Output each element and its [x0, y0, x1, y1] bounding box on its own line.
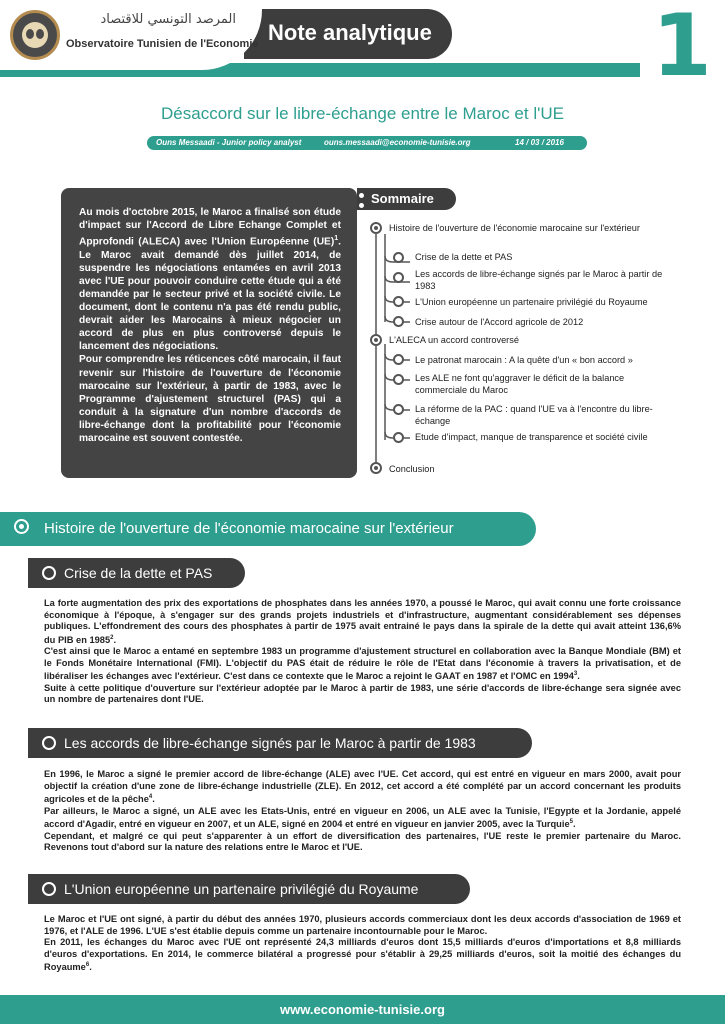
sommaire-item[interactable]: Crise autour de l'Accord agricole de 2012: [415, 317, 584, 327]
org-name-arabic: المرصد التونسي للاقتصاد: [100, 12, 236, 27]
publish-date: 14 / 03 / 2016: [515, 138, 564, 147]
section-bullet-icon: [14, 519, 29, 534]
owl-logo-icon: [10, 10, 60, 60]
author-email[interactable]: ouns.messaadi@economie-tunisie.org: [324, 138, 471, 147]
sommaire-item-bullet-icon: [393, 296, 404, 307]
sommaire-part2[interactable]: L'ALECA un accord controversé: [389, 335, 519, 345]
subsection-title: Crise de la dette et PAS: [64, 565, 213, 581]
sommaire-item-bullet-icon: [393, 374, 404, 385]
intro-box: [61, 188, 357, 478]
intro-paragraph-1: Au mois d'octobre 2015, le Maroc a finalisé son étude d'impact sur l'Accord de Libre Echange Complet et Approfondi (ALECA) avec l'Union Européenne (UE)$^1$. Le Maroc avait demandé dès juillet 2014, de suspendre les négociations entamées en avril 2013 avec l'UE pour pouvoir conduire cette étude qui a été demandée par le secteur privé et la société civile. Le document, dont le contenu n'a pas été rendu public, devrait aider les Marocains à mieux négocier un accord de plus en plus controversé depuis le lancement des négociations.: [79, 207, 341, 353]
sommaire-part1-bullet-icon: [370, 222, 382, 234]
intro-paragraph-2: Pour comprendre les réticences côté marocain, il faut revenir sur l'histoire de l'ouverture de l'économie marocaine sur l'extérieur, à partir de 1983, avec le Programme d'ajustement structurel (PAS) qui a conduit à la signature d'un nombre d'accords de libre-échange dont la profitabilité pour l'économie marocaine est souvent contestée.: [79, 354, 341, 444]
subsection-title: L'Union européenne un partenaire privilégié du Royaume: [64, 881, 419, 897]
sommaire-item-bullet-icon: [393, 272, 404, 283]
logo-area: [0, 0, 262, 70]
sommaire-item[interactable]: Les accords de libre-échange signés par le Maroc à partir de 1983: [415, 269, 663, 291]
sommaire-item-bullet-icon: [393, 252, 404, 263]
footer-url-link[interactable]: www.economie-tunisie.org: [280, 1002, 445, 1017]
subsection-circle-icon: [42, 566, 56, 580]
sommaire-conclusion[interactable]: Conclusion: [389, 464, 435, 474]
sommaire-item[interactable]: Les ALE ne font qu'aggraver le déficit de la balance commerciale du Maroc: [415, 373, 625, 395]
subsection-title: Les accords de libre-échange signés par le Maroc à partir de 1983: [64, 735, 476, 751]
sommaire-item[interactable]: La réforme de la PAC : quand l'UE va à l'encontre du libre-échange: [415, 404, 653, 426]
sommaire-header: Sommaire: [357, 188, 456, 210]
sommaire-item-bullet-icon: [393, 354, 404, 365]
doc-type-label: Note analytique: [268, 20, 432, 45]
sommaire-item[interactable]: Le patronat marocain : A la quête d'un « bon accord »: [415, 355, 633, 365]
author: Ouns Messaadi - Junior policy analyst: [156, 138, 302, 147]
issue-number: 1: [652, 0, 712, 96]
subsection-body: Le Maroc et l'UE ont signé, à partir du début des années 1970, plusieurs accords commerciaux dont les deux accords d'association de 1969 et 1976, et l'ALE de 1996. L'UE s'est établie depuis comme un partenaire incontournable pour le Maroc. En 2011, les échanges du Maroc avec l'UE ont représenté 24,3 milliards d'euros dont 15,5 milliards d'euros d'importations et 8,8 milliards d'euros d'exportations. En 2014, le commerce bilatéral a progressé pour s'établir à 29,25 milliards d'euros, soit la moitié des échanges du Royaume$^6$.: [44, 914, 681, 973]
subsection-body: La forte augmentation des prix des exportations de phosphates dans les années 1970, a poussé le Maroc, qui avait connu une forte croissance économique à l'époque, à s'engager sur des grands projets industriels et d'infrastructure, augmentant considérablement ses dépenses publiques. L'effondrement des cours des phosphates à partir de 1975 avait entrainé le pays dans la spirale de la dette qui avait atteint 136,6% du PIB en 1985$^2$. C'est ainsi que le Maroc a entamé en septembre 1983 un programme d'ajustement structurel en collaboration avec la Banque Mondiale (BM) et le Fonds Monétaire International (FMI). L'objectif du PAS était de réduire le rôle de l'Etat dans l'économie à travers la privatisation, et de libéraliser les échanges avec l'extérieur. C'est dans ce contexte que le Maroc a rejoint le GAAT en 1987 et l'OMC en 1994$^3$. Suite à cette politique d'ouverture sur l'extérieur adoptée par le Maroc à partir de 1983, une série d'accords de libre-échange sera signée avec un nombre de partenaires dont l'UE.: [44, 598, 681, 705]
subsection-circle-icon: [42, 736, 56, 750]
sommaire-item[interactable]: Etude d'impact, manque de transparence et société civile: [415, 432, 648, 442]
org-name-french: Observatoire Tunisien de l'Economie: [66, 38, 259, 50]
sommaire-dot-icon: [359, 203, 364, 208]
sommaire-part2-bullet-icon: [370, 334, 382, 346]
subsection-circle-icon: [42, 882, 56, 896]
sommaire-item[interactable]: L'Union européenne un partenaire privilégié du Royaume: [415, 297, 648, 307]
byline-bar: [147, 136, 587, 150]
section-title: Histoire de l'ouverture de l'économie marocaine sur l'extérieur: [44, 520, 454, 537]
sommaire-item-bullet-icon: [393, 404, 404, 415]
sommaire-item-bullet-icon: [393, 432, 404, 443]
page-title: Désaccord sur le libre-échange entre le Maroc et l'UE: [161, 104, 564, 123]
sommaire-conclusion-bullet-icon: [370, 462, 382, 474]
sommaire-item-bullet-icon: [393, 316, 404, 327]
subsection-body: En 1996, le Maroc a signé le premier accord de libre-échange (ALE) avec l'UE. Cet accord, qui est entré en vigueur en mars 2000, avait pour objectif la création d'une zone de libre-échange industrielle (ZLE). En 2012, cet accord a été complété par un accord concernant les produits agricoles et de la pêche$^4$. Par ailleurs, le Maroc a signé, un ALE avec les Etats-Unis, entré en vigueur en 2006, un ALE avec la Tunisie, l'Egypte et la Jordanie, appelé accord d'Agadir, entré en vigueur en 2007, et un ALE, signé en 2004 et entré en vigueur en janvier 2005, avec la Turquie$^5$. Cependant, et malgré ce qui peut s'apparenter à un effort de diversification des partenaires, l'UE reste le premier partenaire du Maroc. Revenons tout d'abord sur la nature des relations entre le Maroc et l'UE.: [44, 769, 681, 853]
sommaire-part1[interactable]: Histoire de l'ouverture de l'économie marocaine sur l'extérieur: [389, 223, 640, 233]
sommaire-item[interactable]: Crise de la dette et PAS: [415, 252, 513, 262]
sommaire-dot-icon: [359, 193, 364, 198]
